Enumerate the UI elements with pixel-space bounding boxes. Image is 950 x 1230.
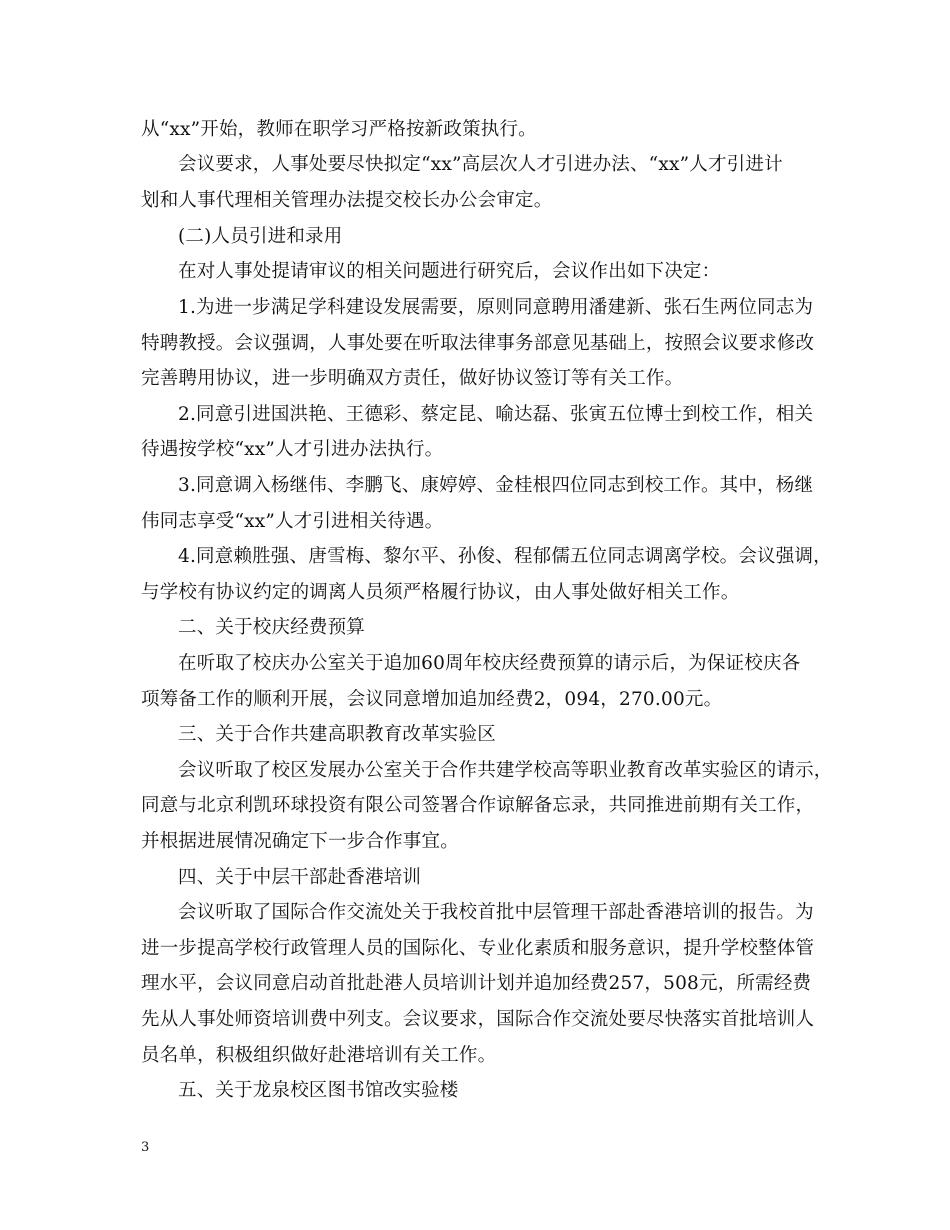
- text-line: 伟同志享受“xx”人才引进相关待遇。: [141, 511, 444, 532]
- text-line: 会议听取了国际合作交流处关于我校首批中层管理干部赴香港培训的报告。为: [178, 902, 814, 923]
- text-line: 同意与北京利凯环球投资有限公司签署合作谅解备忘录，共同推进前期有关工作，: [141, 795, 815, 816]
- text-line: 理水平，会议同意启动首批赴港人员培训计划并追加经费257，508元，所需经费: [141, 973, 812, 994]
- text-line: 与学校有协议约定的调离人员须严格履行协议，由人事处做好相关工作。: [141, 582, 740, 603]
- text-line: 3.同意调入杨继伟、李鹏飞、康婷婷、金桂根四位同志到校工作。其中，杨继: [178, 475, 814, 496]
- text-line: 特聘教授。会议强调，人事处要在听取法律事务部意见基础上，按照会议要求修改: [141, 333, 815, 354]
- section-heading: 四、关于中层干部赴香港培训: [178, 867, 422, 888]
- text-line: 进一步提高学校行政管理人员的国际化、专业化素质和服务意识，提升学校整体管: [141, 938, 815, 959]
- text-line: 2.同意引进国洪艳、王德彩、蔡定昆、喻达磊、张寅五位博士到校工作，相关: [178, 404, 814, 425]
- text-line: 待遇按学校“xx”人才引进办法执行。: [141, 439, 444, 460]
- text-line: 并根据进展情况确定下一步合作事宜。: [141, 831, 459, 852]
- text-line: 会议听取了校区发展办公室关于合作共建学校高等职业教育改革实验区的请示，: [178, 760, 833, 781]
- text-line: 在对人事处提请审议的相关问题进行研究后，会议作出如下决定：: [178, 261, 721, 282]
- text-line: 从“xx”开始，教师在职学习严格按新政策执行。: [141, 119, 537, 140]
- section-heading: 二、关于校庆经费预算: [178, 617, 366, 638]
- section-heading: 三、关于合作共建高职教育改革实验区: [178, 724, 496, 745]
- page-number: 3: [141, 1140, 150, 1155]
- text-line: 1.为进一步满足学科建设发展需要，原则同意聘用潘建新、张石生两位同志为: [178, 297, 814, 318]
- text-line: 4.同意赖胜强、唐雪梅、黎尔平、孙俊、程郁儒五位同志调离学校。会议强调，: [178, 546, 832, 567]
- section-heading: 五、关于龙泉校区图书馆改实验楼: [178, 1080, 459, 1101]
- text-line: 项筹备工作的顺利开展，会议同意增加追加经费2，094，270.00元。: [141, 689, 723, 710]
- text-line: 先从人事处师资培训费中列支。会议要求，国际合作交流处要尽快落实首批培训人: [141, 1009, 815, 1030]
- text-line: 在听取了校庆办公室关于追加60周年校庆经费预算的请示后，为保证校庆各: [178, 653, 801, 674]
- text-line: 员名单，积极组织做好赴港培训有关工作。: [141, 1045, 497, 1066]
- text-line: 会议要求，人事处要尽快拟定“xx”高层次人才引进办法、“xx”人才引进计: [178, 154, 783, 175]
- text-line: 划和人事代理相关管理办法提交校长办公会审定。: [141, 190, 553, 211]
- section-heading: (二)人员引进和录用: [178, 226, 343, 247]
- text-line: 完善聘用协议，进一步明确双方责任，做好协议签订等有关工作。: [141, 368, 684, 389]
